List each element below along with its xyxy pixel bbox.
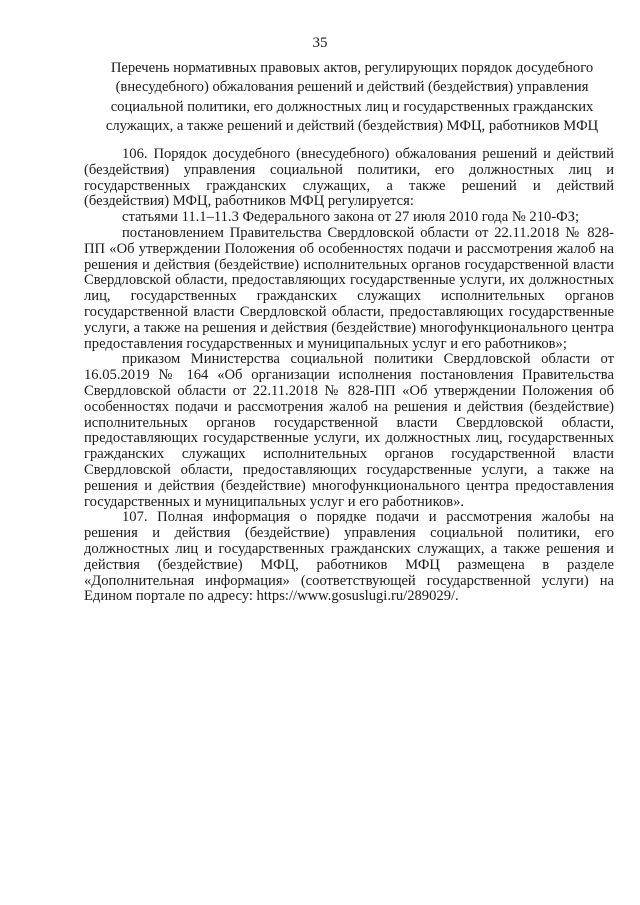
paragraph-107: 107. Полная информация о порядке подачи и рассмотрения жалобы на решения и действия (бездействие) управления социальной политики, его должностных лиц и государственных гражданских служащих, а также решения и действия (бездействие) МФЦ, работников МФЦ размещена в разделе «Дополнительная информация» (соответствующей государственной услуги) на Едином портале по адресу: https://www.gosuslugi.ru/289029/. [84,509,614,605]
paragraph-government-resolution: постановлением Правительства Свердловской области от 22.11.2018 № 828-ПП «Об утверждении Положения об особенностях подачи и рассмотрения жалоб на решения и действия (бездействие) исполнительных органов государственной власти Свердловской области, предоставляющих государственные услуги, их должностных лиц, государственных гражданских служащих исполнительных органов государственной власти Свердловской области, предоставляющих государственные услуги, а также на решения и действия (бездействие) многофункционального центра предоставления государственных и муниципальных услуг и его работников»; [84,224,614,352]
page-number: 35 [312,35,328,51]
section-heading: Перечень нормативных правовых актов, регулирующих порядок досудебного (внесудебного) обжалования решений и действий (бездействия) управления социальной политики, его должностных лиц и государственных гражданских служащих, а также решений и действий (бездействия) МФЦ, работников МФЦ [105,60,599,135]
paragraph-ministry-order: приказом Министерства социальной политики Свердловской области от 16.05.2019 № 164 «Об организации исполнения постановления Правительства Свердловской области от 22.11.2018 № 828-ПП «Об утверждении Положения об особенностях подачи и рассмотрения жалоб на решения и действия (бездействие) исполнительных органов государственной власти Свердловской области, предоставляющих государственные услуги, их должностных лиц, государственных гражданских служащих исполнительных органов государственной власти Свердловской области, предоставляющих государственные услуги, а также на решения и действия (бездействие) многофункционального центра предоставления государственных и муниципальных услуг и его работников». [84,351,614,510]
paragraph-106: 106. Порядок досудебного (внесудебного) обжалования решений и действий (бездействия) управления социальной политики, его должностных лиц и государственных гражданских служащих, а также решений и действий (бездействия) МФЦ, работников МФЦ регулируется: [84,146,614,210]
document-body [84,147,614,605]
paragraph-federal-law: статьями 11.1–11.3 Федерального закона от 27 июля 2010 года № 210-ФЗ; [122,209,580,226]
